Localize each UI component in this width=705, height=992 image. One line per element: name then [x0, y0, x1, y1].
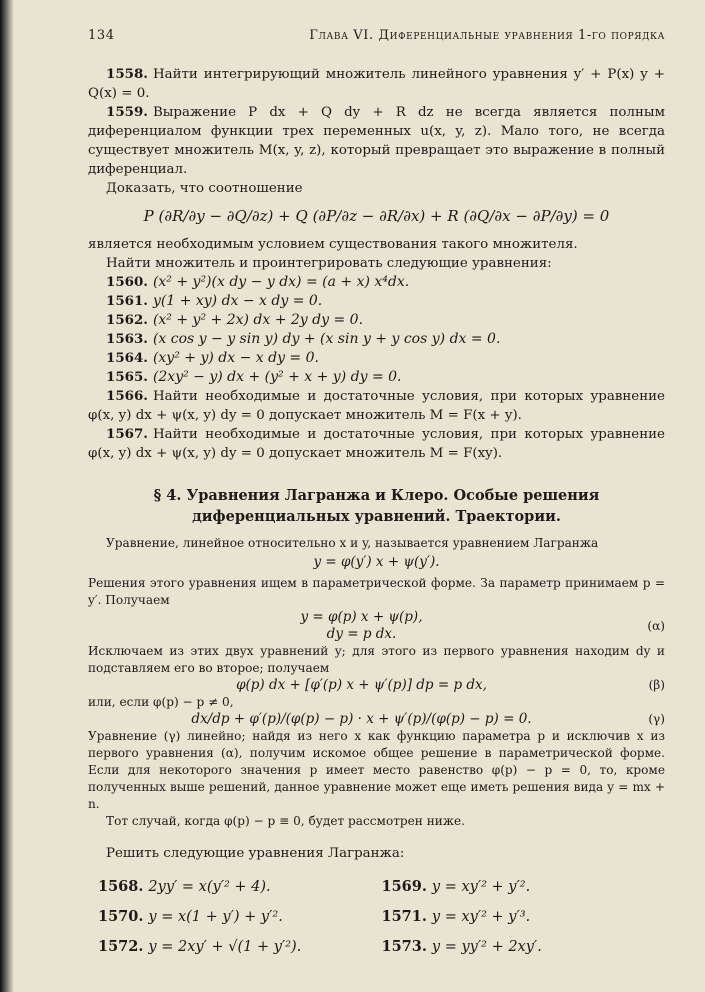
problem-number: 1568.: [98, 878, 144, 895]
system-alpha: [88, 609, 665, 643]
problem-number: 1564.: [106, 350, 148, 366]
problem-number: 1567.: [106, 426, 148, 442]
problem-number: 1569.: [381, 878, 427, 895]
problem-number: 1565.: [106, 369, 148, 385]
theory-paragraph: Тот случай, когда φ(p) − p ≡ 0, будет рассмотрен ниже.: [106, 814, 465, 828]
problem-number: 1566.: [106, 388, 148, 404]
problem-1559: [88, 103, 665, 179]
formula-line: dy = p dx.: [326, 626, 397, 642]
equation: y(1 + xy) dx − x dy = 0.: [152, 293, 323, 309]
problem-1558: [88, 65, 665, 103]
equation: (2xy² − y) dx + (y² + x + y) dy = 0.: [152, 369, 402, 385]
problem-number: 1573.: [381, 938, 427, 955]
theory-block: [88, 535, 665, 830]
theory-paragraph: или, если φ(p) − p ≠ 0,: [88, 695, 234, 709]
equation-tag: (α): [647, 618, 665, 633]
exercise-item: [98, 937, 382, 957]
equation-item: [88, 368, 665, 387]
problem-number: 1560.: [106, 274, 148, 290]
problem-number: 1561.: [106, 293, 148, 309]
problem-text: Найти необходимые и достаточные условия, при которых уравнение φ(x, y) dx + ψ(x, y) dy = 0 допускает множитель M = F(xy).: [88, 427, 665, 461]
equation: y = x(1 + y′) + y′².: [148, 909, 283, 925]
lagrange-exercises: [88, 877, 665, 957]
equation: (x² + y²)(x dy − y dx) = (a + x) x⁴dx.: [152, 274, 410, 290]
exercise-item: [382, 877, 666, 897]
theory-paragraph: Уравнение (γ) линейно; найдя из него x как функцию параметра p и исключив x из первого уравнения (α), получим искомое общее решение в параметрической форме. Если для некоторого значения p имеет место равенство φ(p) − p = 0, то, кроме полученных выше решений, данное уравнение может еще иметь решения вида y = mx + n.: [88, 729, 665, 811]
lagrange-intro: Решить следующие уравнения Лагранжа:: [106, 846, 405, 861]
page-header: [88, 26, 665, 45]
chapter-title: Глава VI. Диференциальные уравнения 1-го порядка: [309, 28, 665, 43]
exercise-item: [98, 877, 382, 897]
equation-tag: (β): [648, 678, 665, 692]
problem-number: 1570.: [98, 908, 144, 925]
equation-beta: [88, 677, 665, 694]
problem-number: 1558.: [106, 66, 148, 82]
equation-item: [88, 311, 665, 330]
theory-paragraph: Решения этого уравнения ищем в параметрической форме. За параметр принимаем p = y′. Получаем: [88, 576, 665, 607]
theory-paragraph: Исключаем из этих двух уравнений y; для этого из первого уравнения находим dy и подставляем его во второе; получаем: [88, 644, 665, 675]
find-line: Найти множитель и проинтегрировать следующие уравнения:: [106, 256, 552, 271]
problem-number: 1572.: [98, 938, 144, 955]
problem-number: 1571.: [381, 908, 427, 925]
condition-text: является необходимым условием существования такого множителя.: [88, 237, 578, 252]
problem-number: 1559.: [106, 104, 148, 120]
equation-list: [88, 273, 665, 387]
equation: 2yy′ = x(y′² + 4).: [148, 879, 271, 895]
equation-item: [88, 292, 665, 311]
equation-item: [88, 349, 665, 368]
formula-line: φ(p) dx + [φ′(p) x + ψ′(p)] dp = p dx,: [236, 677, 487, 693]
equation-item: [88, 273, 665, 292]
problem-1566: [88, 387, 665, 425]
problem-text: Найти необходимые и достаточные условия, при которых уравнение φ(x, y) dx + ψ(x, y) dy = 0 допускает множитель M = F(x + y).: [88, 389, 665, 423]
problem-text: Найти интегрирующий множитель линейного уравнения y′ + P(x) y + Q(x) = 0.: [88, 67, 665, 101]
page-number: 134: [88, 28, 115, 43]
equation-gamma: [88, 711, 665, 728]
lagrange-formula: y = φ(y′) x + ψ(y′).: [313, 554, 440, 570]
exercise-item: [382, 907, 666, 927]
problem-number: 1563.: [106, 331, 148, 347]
problem-text: Выражение P dx + Q dy + R dz не всегда является полным диференциалом функции трех переменных u(x, y, z). Мало того, не всегда существует множитель M(x, y, z), который превращает это выражение в полный диференциал.: [88, 105, 665, 177]
section-heading: § 4. Уравнения Лагранжа и Клеро. Особые решения диференциальных уравнений. Траектории.: [153, 487, 600, 525]
formula-line: y = φ(p) x + ψ(p),: [300, 609, 423, 625]
equation: y = xy′² + y′².: [431, 879, 531, 895]
system-formula: [88, 609, 635, 643]
condition-formula: P (∂R/∂y − ∂Q/∂z) + Q (∂P/∂z − ∂R/∂x) + R (∂Q/∂x − ∂P/∂y) = 0: [143, 207, 610, 225]
equation: (x cos y − y sin y) dy + (x sin y + y cos y) dx = 0.: [152, 331, 501, 347]
problem-1567: [88, 425, 665, 463]
equation-item: [88, 330, 665, 349]
problem-number: 1562.: [106, 312, 148, 328]
prove-line: Доказать, что соотношение: [106, 181, 303, 196]
exercise-item: [382, 937, 666, 957]
equation: y = xy′² + y′³.: [431, 909, 531, 925]
formula-line: dx/dp + φ′(p)/(φ(p) − p) · x + ψ′(p)/(φ(p) − p) = 0.: [191, 711, 532, 727]
theory-paragraph: Уравнение, линейное относительно x и y, называется уравнением Лагранжа: [106, 536, 599, 550]
equation: y = 2xy′ + √(1 + y′²).: [148, 939, 302, 955]
equation-tag: (γ): [648, 712, 665, 726]
equation: (x² + y² + 2x) dx + 2y dy = 0.: [152, 312, 364, 328]
equation: (xy² + y) dx − x dy = 0.: [152, 350, 319, 366]
equation: y = yy′² + 2xy′.: [431, 939, 542, 955]
exercise-item: [98, 907, 382, 927]
